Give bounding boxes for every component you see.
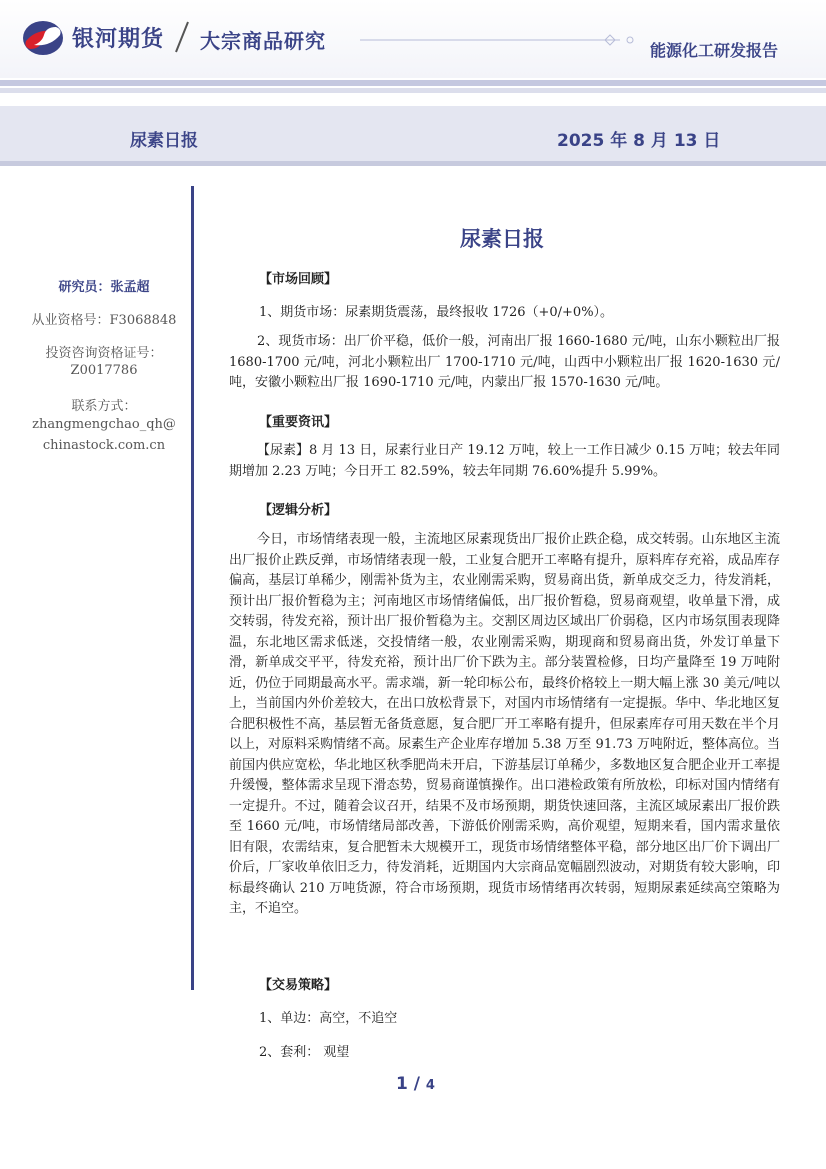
band-title: 尿素日报 (130, 131, 198, 151)
contact-label: 联系方式： (71, 399, 137, 414)
section-heading-logic: 【逻辑分析】 (259, 503, 338, 518)
strategy-arbitrage: 2、套利： 观望 (259, 1045, 350, 1060)
analyst-name: 研究员：张孟超 (58, 280, 150, 295)
report-type: 能源化工研发报告 (649, 41, 778, 60)
header-slash-divider (172, 20, 192, 54)
logic-analysis-text: 今日，市场情绪表现一般，主流地区尿素现货出厂报价止跌企稳，成交转弱。山东地区主流出厂报价止跌反弹，市场情绪表现一般，工业复合肥开工率略有提升，原料库存充裕，成品库存偏高，基层订单稀少，刚需补货为主，农业刚需采购，贸易商出货，新单成交乏力，待发消耗，预计出厂报价暂稳为主；河南地区市场情绪偏低，出厂报价暂稳，贸易商观望，收单量下滑，成交转弱，待发充裕，预计出厂报价暂稳为主。交割区周边区域出厂价弱稳，区内市场氛围表现降温，东北地区需求低迷，交投情绪一般，农业刚需采购，期现商和贸易商出货，外发订单量下滑，新单成交平平，待发充裕，预计出厂价下跌为主。部分装置检修，日均产量降至 19 万吨附近，仍位于同期最高水平。需求端，新一轮印标公布，最终价格较上一期大幅上涨 30 美元/吨以上，当前国内外价差较大，在出口放松背景下，对国内市场情绪有一定提振。华中、华北地区复合肥积极性不高，基层暂无备货意愿，复合肥厂开工率略有提升，但尿素库存可用天数在半个月以上，对原料采购情绪不高。尿素生产企业库存增加 5.38 万至 91.73 万吨附近，整体高位。当前国内供应宽松，华北地区秋季肥尚未开启，下游基层订单稀少，多数地区复合肥企业开工率提升缓慢，整体需求呈现下滑态势，贸易商谨慎操作。出口港检政策有所放松，印标对国内情绪有一定提升。不过，随着会议召开，结果不及市场预期，期货快速回落，主流区域尿素出厂报价跌至 1660 元/吨，市场情绪局部改善，下游低价刚需采购，高价观望，短期来看，国内需求量依旧有限，农需结束，复合肥暂未大规模开工，现货市场情绪整体平稳，部分地区出厂价下调出厂价后，厂家收单依旧乏力，待发消耗，近期国内大宗商品宽幅剧烈波动，对期货有较大影响，印标最终确认 210 万吨货源，符合市场预期，现货市场情绪再次转弱，短期尿素延续高空策略为主，不追空。 (229, 532, 780, 916)
futures-market-text: 1、期货市场：尿素期货震荡，最终报收 1726（+0/+0%）。 (259, 305, 614, 320)
header-stripe-light (0, 88, 826, 93)
spot-market-text: 2、现货市场：出厂价平稳，低价一般，河南出厂报 1660-1680 元/吨，山东小颗粒出厂报 1680-1700 元/吨，河北小颗粒出厂 1700-1710 元/吨，山西中小颗粒出厂报 1620-1630 元/吨，安徽小颗粒出厂报 1690-1710 元/吨，内蒙出厂报 1570-1630 元/吨。 (229, 334, 780, 390)
page-total: 4 (425, 1078, 435, 1093)
title-band (0, 106, 826, 166)
report-date: 2025 年 8 月 13 日 (557, 131, 721, 151)
page-number (396, 1074, 435, 1094)
page-header (0, 0, 826, 78)
advisory-label: 投资咨询资格证号： (45, 346, 163, 361)
license-number: 从业资格号：F3068848 (31, 313, 177, 328)
section-heading-strategy: 【交易策略】 (259, 978, 338, 993)
news-text: 【尿素】8 月 13 日，尿素行业日产 19.12 万吨，较上一工作日减少 0.15 万吨；较去年同期增加 2.23 万吨；今日开工 82.59%，较去年同期 76.60%提升 5.99%。 (229, 443, 780, 479)
header-decoration (360, 26, 640, 46)
document-title: 尿素日报 (460, 227, 544, 251)
page-separator: / (407, 1074, 426, 1094)
page-current: 1 (396, 1074, 408, 1094)
galaxy-futures-logo-icon (22, 19, 64, 57)
advisory-number: Z0017786 (70, 363, 138, 378)
section-heading-market-review: 【市场回顾】 (259, 272, 338, 287)
email-line-1[interactable]: zhangmengchao_qh@ (32, 417, 176, 432)
brand-subtitle: 大宗商品研究 (200, 29, 326, 53)
email-line-2[interactable]: chinastock.com.cn (42, 438, 166, 453)
sidebar-divider (191, 186, 194, 990)
section-heading-news: 【重要资讯】 (259, 415, 338, 430)
brand-name: 银河期货 (72, 27, 165, 52)
header-stripe (0, 80, 826, 86)
strategy-single-side: 1、单边：高空，不追空 (259, 1011, 398, 1026)
